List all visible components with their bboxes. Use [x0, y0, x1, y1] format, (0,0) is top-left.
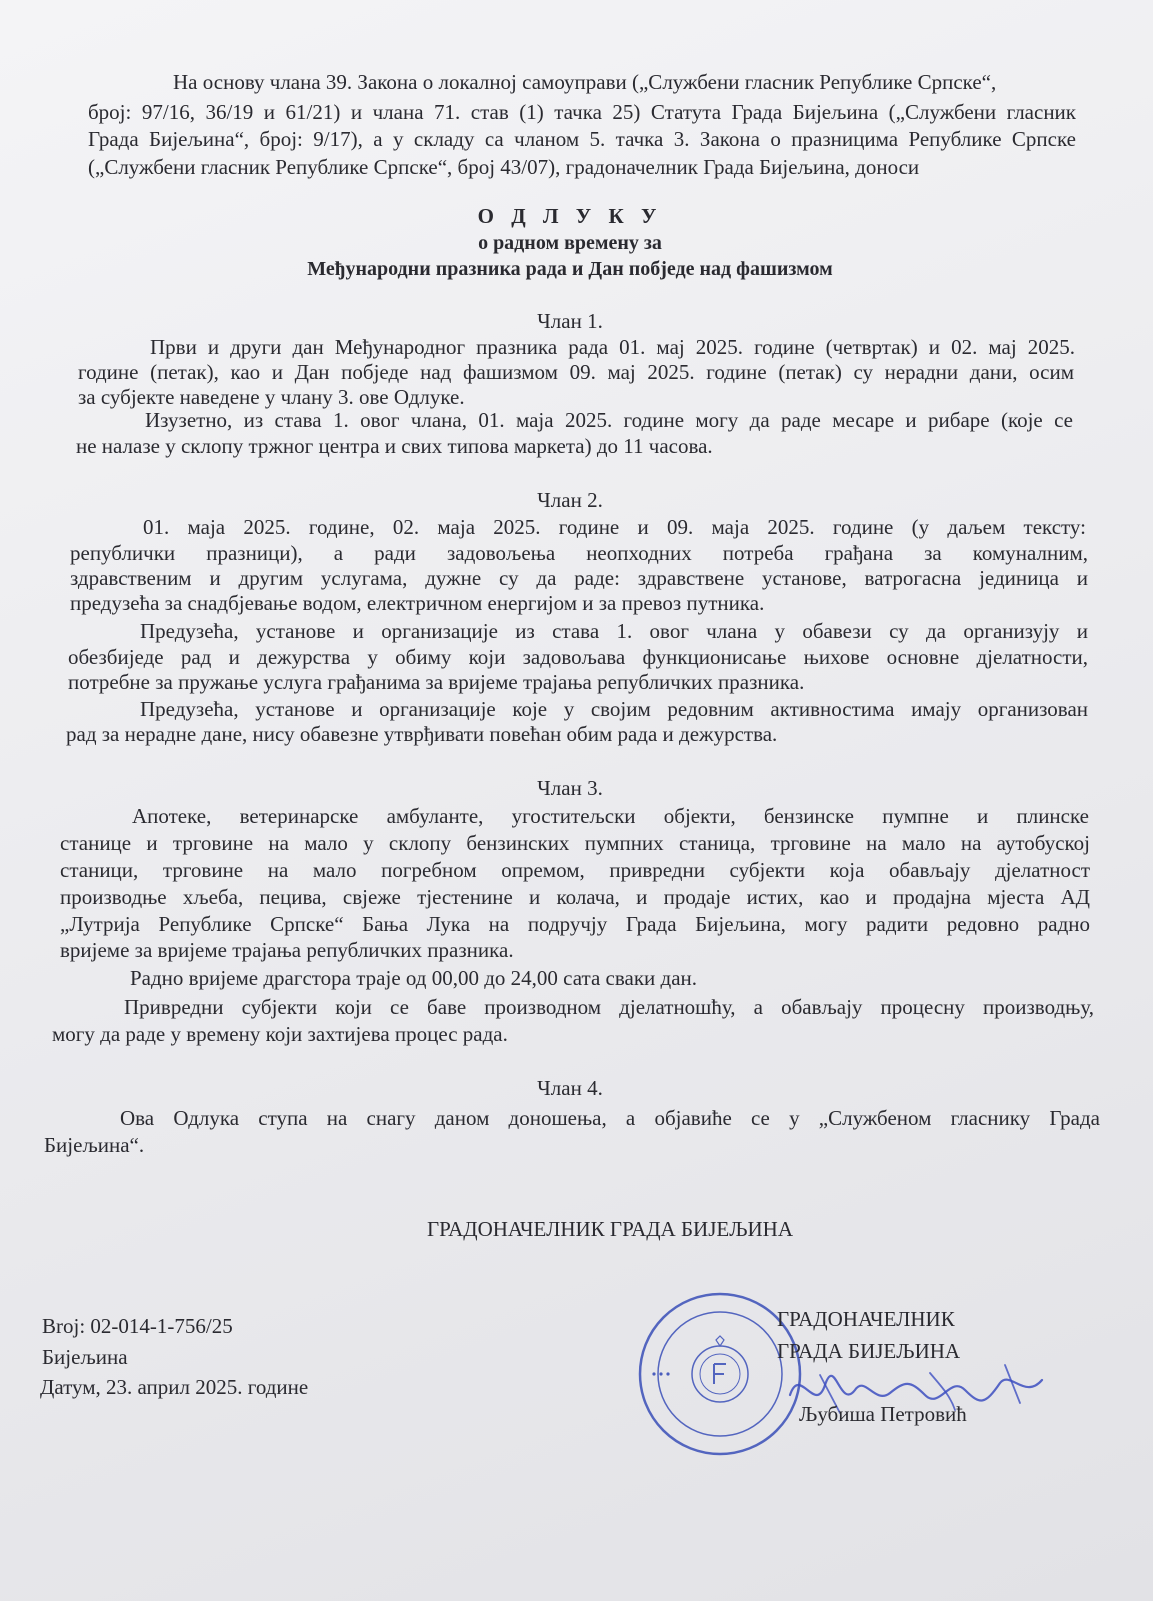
- document-place: Бијељина: [42, 1345, 128, 1369]
- document-title: О Д Л У К У: [477, 204, 663, 228]
- article-1-line-5: не налазе у склопу тржног центра и свих типова маркета) до 11 часова.: [76, 434, 713, 458]
- signatory-title-1: ГРАДОНАЧЕЛНИК: [777, 1307, 955, 1331]
- article-2-line-6: обезбиједе рад и дежурства у обиму који задовољава функционисање њихове основне дјелатности,: [68, 645, 1088, 669]
- article-3-line-6: вријеме за вријеме трајања републичких празника.: [60, 938, 514, 962]
- signatory-title-2: ГРАДА БИЈЕЉИНА: [777, 1339, 961, 1363]
- article-2-line-4: предузећа за снадбјевање водом, електричном енергијом и за превоз путника.: [70, 591, 765, 615]
- document-number: Broj: 02-014-1-756/25: [42, 1314, 233, 1338]
- article-3-line-2: станице и трговине на мало у склопу бензинских пумпних станица, трговине на мало на аутобуској: [60, 831, 1090, 855]
- article-2-line-3: здравственим и другим услугама, дужне су да раде: здравствене установе, ватрогасна јединица и: [70, 566, 1088, 590]
- article-2-line-8: Предузећа, установе и организације које у својим редовним активностима имају организован: [140, 697, 1088, 721]
- article-3-line-7: Радно вријеме драгстора траје од 00,00 до 24,00 сата сваки дан.: [130, 966, 697, 990]
- preamble-line-1: На основу члана 39. Закона о локалној самоуправи („Службени гласник Републике Српске“,: [173, 70, 997, 94]
- preamble-line-2: број: 97/16, 36/19 и 61/21) и члана 71. став (1) тачка 25) Статута Града Бијељина („Службени гласник: [88, 100, 1076, 124]
- article-2-line-9: рад за нерадне дане, нису обавезне утврђивати повећан обим рада и дежурства.: [66, 722, 778, 746]
- article-3-line-5: „Лутрија Републике Српске“ Бања Лука на подручју Града Бијељина, могу радити редовно радно: [60, 912, 1090, 936]
- article-2-line-7: потребне за пружање услуга грађанима за вријеме трајања републичких празника.: [68, 670, 805, 694]
- article-1-line-2: године (петак), као и Дан побједе над фашизмом 09. мај 2025. године (петак) су нерадни дани, осим: [78, 360, 1074, 384]
- document-subtitle-2: Међународни празника рада и Дан побједе над фашизмом: [307, 258, 833, 280]
- article-3-line-3: станици, трговине на мало погребном опремом, привредни субјекти која обављају дјелатност: [60, 858, 1090, 882]
- article-4-line-2: Бијељина“.: [44, 1133, 145, 1157]
- article-3-line-8: Привредни субјекти који се баве производном дјелатношћу, а обављају процесну производњу,: [124, 995, 1094, 1019]
- article-4-line-1: Ова Одлука ступа на снагу даном доношења, а објавиће се у „Службеном гласнику Града: [120, 1106, 1100, 1130]
- article-1-line-3: за субјекте наведене у члану 3. ове Одлуке.: [78, 385, 465, 409]
- signatory-name: Љубиша Петровић: [799, 1402, 967, 1426]
- preamble-line-4: („Службени гласник Републике Српске“, број 43/07), градоначелник Града Бијељина, доноси: [88, 155, 920, 179]
- article-2-heading: Члан 2.: [537, 488, 603, 512]
- article-2-line-2: републички празници), а ради задовољења неопходних потреба грађана за комуналним,: [70, 541, 1088, 565]
- article-1-line-1: Први и други дан Међународног празника рада 01. мај 2025. године (четвртак) и 02. мај 2025.: [150, 335, 1075, 359]
- article-1-line-4: Изузетно, из става 1. овог члана, 01. маја 2025. године могу да раде месаре и рибаре (које се: [145, 408, 1073, 432]
- article-3-line-4: производње хљеба, пецива, свјеже тјестенине и колача, и продаје истих, као и продајна мјеста АД: [60, 885, 1090, 909]
- article-2-line-1: 01. маја 2025. године, 02. маја 2025. године и 09. маја 2025. године (у даљем тексту:: [143, 515, 1086, 539]
- article-4-heading: Члан 4.: [537, 1076, 603, 1100]
- article-3-heading: Члан 3.: [537, 776, 603, 800]
- document-subtitle-1: о радном времену за: [478, 232, 662, 254]
- preamble-line-3: Града Бијељина“, број: 9/17), а у складу са чланом 5. тачка 3. Закона о празницима Републике Српске: [88, 127, 1076, 151]
- article-2-line-5: Предузећа, установе и организације из става 1. овог члана у обавези су да организују и: [140, 619, 1088, 643]
- document-date: Датум, 23. април 2025. године: [40, 1375, 309, 1399]
- article-3-line-1: Апотеке, ветеринарске амбуланте, угоститељски објекти, бензинске пумпне и плинске: [132, 804, 1089, 828]
- article-1-heading: Члан 1.: [537, 309, 603, 333]
- office-heading: ГРАДОНАЧЕЛНИК ГРАДА БИЈЕЉИНА: [426, 1217, 794, 1241]
- article-3-line-9: могу да раде у времену који захтијева процес рада.: [52, 1022, 508, 1046]
